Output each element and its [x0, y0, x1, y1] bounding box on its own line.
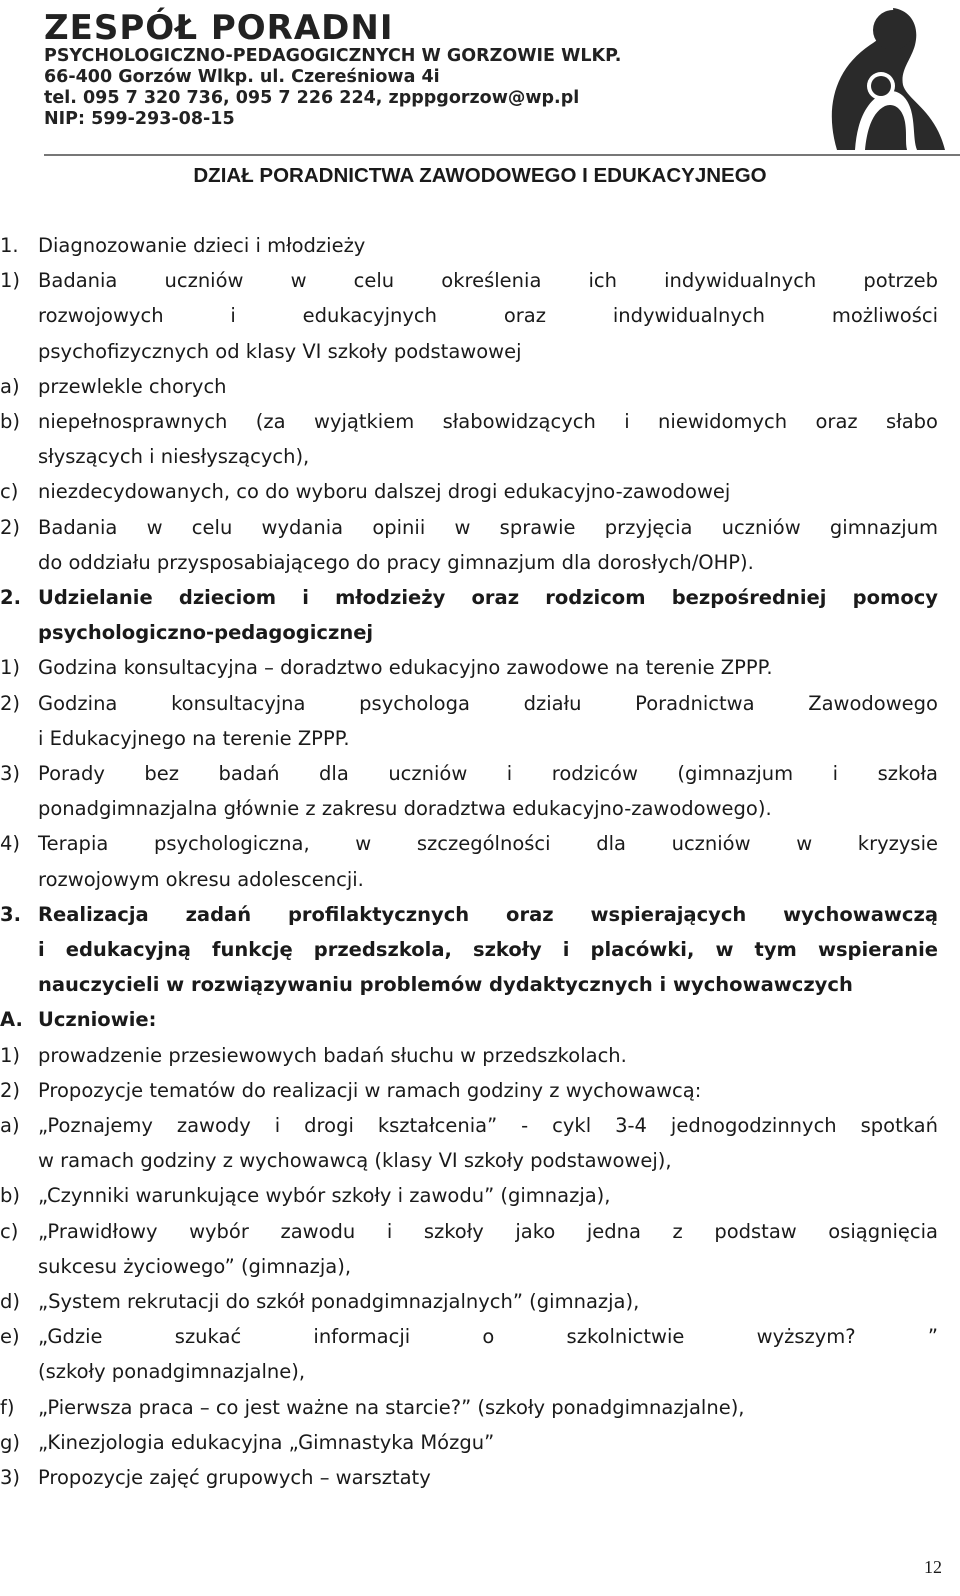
- line-number: 2.: [0, 586, 21, 609]
- letterhead-subtitle: PSYCHOLOGICZNO-PEDAGOGICZNYCH W GORZOWIE WLKP.: [44, 46, 622, 66]
- letterhead-rule: [44, 154, 960, 156]
- line-number: 3): [0, 1466, 21, 1489]
- line-number: 4): [0, 832, 21, 856]
- document-line: [0, 510, 960, 546]
- line-number: g): [0, 1430, 20, 1454]
- document-line: [0, 932, 960, 968]
- document-line: [0, 369, 960, 405]
- line-number: d): [0, 1290, 20, 1313]
- document-line: [0, 791, 960, 827]
- line-number: c): [0, 1219, 19, 1243]
- document-line: [0, 756, 960, 792]
- letterhead-name: ZESPÓŁ PORADNI: [44, 8, 394, 48]
- line-text: do oddziału przysposabiającego do pracy gimnazjum dla dorosłych/OHP).: [38, 550, 754, 574]
- line-number: c): [0, 480, 19, 504]
- letterhead-contact: tel. 095 7 320 736, 095 7 226 224, zpppgorzow@wp.pl: [44, 88, 580, 108]
- line-number: 1): [0, 1043, 21, 1067]
- document-line: [0, 228, 960, 264]
- document-line: [0, 1284, 960, 1320]
- line-text: Godzina konsultacyjna psychologa działu Poradnictwa Zawodowego: [38, 691, 938, 715]
- document-line: [0, 1178, 960, 1214]
- document-line: [0, 439, 960, 475]
- line-number: 2): [0, 515, 21, 539]
- line-text: „Czynniki warunkujące wybór szkoły i zawodu” (gimnazja),: [38, 1184, 611, 1208]
- document-line: [0, 1249, 960, 1285]
- line-text: słyszących i niesłyszących),: [38, 445, 310, 469]
- line-number: e): [0, 1325, 20, 1349]
- line-text: rozwojowych i edukacyjnych oraz indywidualnych możliwości: [38, 304, 938, 328]
- line-text: nauczycieli w rozwiązywaniu problemów dydaktycznych i wychowawczych: [38, 973, 853, 997]
- line-number: a): [0, 1114, 20, 1137]
- document-line: [0, 1108, 960, 1144]
- document-line: [0, 1002, 960, 1038]
- document-line: [0, 404, 960, 440]
- line-text: „Kinezjologia edukacyjna „Gimnastyka Mózgu”: [38, 1430, 495, 1454]
- line-text: (szkoły ponadgimnazjalne),: [38, 1360, 306, 1384]
- line-text: Terapia psychologiczna, w szczególności dla uczniów w kryzysie: [38, 832, 938, 856]
- line-text: psychofizycznych od klasy VI szkoły podstawowej: [38, 339, 522, 363]
- line-text: ponadgimnazjalna głównie z zakresu doradztwa edukacyjno-zawodowego).: [38, 797, 772, 821]
- document-line: [0, 545, 960, 581]
- line-text: „Gdzie szukać informacji o szkolnictwie wyższym? ”: [38, 1325, 938, 1349]
- line-text: Propozycje zajęć grupowych – warsztaty: [38, 1466, 431, 1489]
- line-text: niepełnosprawnych (za wyjątkiem słabowidzących i niewidomych oraz słabo: [38, 410, 938, 433]
- line-text: prowadzenie przesiewowych badań słuchu w przedszkolach.: [38, 1043, 627, 1067]
- line-number: 1): [0, 656, 21, 680]
- document-line: [0, 1143, 960, 1179]
- line-text: Udzielanie dzieciom i młodzieży oraz rodzicom bezpośredniej pomocy: [38, 586, 938, 609]
- line-number: 3.: [0, 902, 21, 926]
- line-text: i Edukacyjnego na terenie ZPPP.: [38, 726, 350, 750]
- line-text: przewlekle chorych: [38, 374, 227, 398]
- line-text: Propozycje tematów do realizacji w ramach godziny z wychowawcą:: [38, 1078, 702, 1102]
- line-number: a): [0, 374, 20, 398]
- line-text: „Poznajemy zawody i drogi kształcenia” - cykl 3-4 jednogodzinnych spotkań: [38, 1114, 938, 1137]
- line-text: rozwojowym okresu adolescencji.: [38, 867, 364, 891]
- document-line: [0, 1214, 960, 1250]
- line-text: i edukacyjną funkcję przedszkola, szkoły i placówki, w tym wspieranie: [38, 938, 938, 961]
- line-text: psychologiczno-pedagogicznej: [38, 621, 374, 645]
- document-line: [0, 580, 960, 616]
- line-text: „Pierwsza praca – co jest ważne na starcie?” (szkoły ponadgimnazjalne),: [38, 1395, 745, 1419]
- line-text: „Prawidłowy wybór zawodu i szkoły jako jedna z podstaw osiągnięcia: [38, 1219, 938, 1243]
- document-line: [0, 721, 960, 757]
- document-line: [0, 1073, 960, 1109]
- line-text: w ramach godziny z wychowawcą (klasy VI szkoły podstawowej),: [38, 1149, 672, 1173]
- line-text: Uczniowie:: [38, 1008, 157, 1032]
- section-title: DZIAŁ PORADNICTWA ZAWODOWEGO I EDUKACYJNEGO: [193, 164, 767, 187]
- line-text: Badania w celu wydania opinii w sprawie przyjęcia uczniów gimnazjum: [38, 515, 938, 539]
- document-line: [0, 263, 960, 299]
- line-text: „System rekrutacji do szkół ponadgimnazjalnych” (gimnazja),: [38, 1290, 640, 1313]
- line-number: 1): [0, 269, 21, 293]
- page-number: 12: [924, 1557, 942, 1577]
- document-line: [0, 826, 960, 862]
- line-number: 3): [0, 762, 21, 785]
- document-line: [0, 615, 960, 651]
- document-line: [0, 650, 960, 686]
- line-text: niezdecydowanych, co do wyboru dalszej drogi edukacyjno-zawodowej: [38, 480, 731, 504]
- line-text: Realizacja zadań profilaktycznych oraz wspierających wychowawczą: [38, 902, 938, 926]
- line-number: 2): [0, 1078, 21, 1102]
- document-line: [0, 862, 960, 898]
- document-line: [0, 474, 960, 510]
- document-line: [0, 1319, 960, 1355]
- line-number: 2): [0, 691, 21, 715]
- logo-icon: [815, 0, 960, 150]
- document-line: [0, 1390, 960, 1426]
- document-line: [0, 1354, 960, 1390]
- line-text: Godzina konsultacyjna – doradztwo edukacyjno zawodowe na terenie ZPPP.: [38, 656, 773, 680]
- line-number: 1.: [0, 234, 19, 257]
- document-line: [0, 298, 960, 334]
- letterhead-nip: NIP: 599-293-08-15: [44, 109, 235, 129]
- line-number: b): [0, 1184, 20, 1208]
- line-text: Diagnozowanie dzieci i młodzieży: [38, 234, 366, 257]
- line-number: f): [0, 1395, 15, 1419]
- line-text: sukcesu życiowego” (gimnazja),: [38, 1254, 352, 1278]
- document-line: [0, 967, 960, 1003]
- line-text: Badania uczniów w celu określenia ich indywidualnych potrzeb: [38, 269, 938, 293]
- document-line: [0, 897, 960, 933]
- line-number: b): [0, 410, 20, 433]
- letterhead-address: 66-400 Gorzów Wlkp. ul. Czereśniowa 4i: [44, 67, 440, 87]
- document-line: [0, 686, 960, 722]
- document-line: [0, 1425, 960, 1461]
- document-line: [0, 1460, 960, 1496]
- letterhead: [44, 10, 784, 130]
- document-line: [0, 334, 960, 370]
- line-text: Porady bez badań dla uczniów i rodziców (gimnazjum i szkoła: [38, 762, 938, 785]
- document-line: [0, 1038, 960, 1074]
- line-number: A.: [0, 1008, 23, 1032]
